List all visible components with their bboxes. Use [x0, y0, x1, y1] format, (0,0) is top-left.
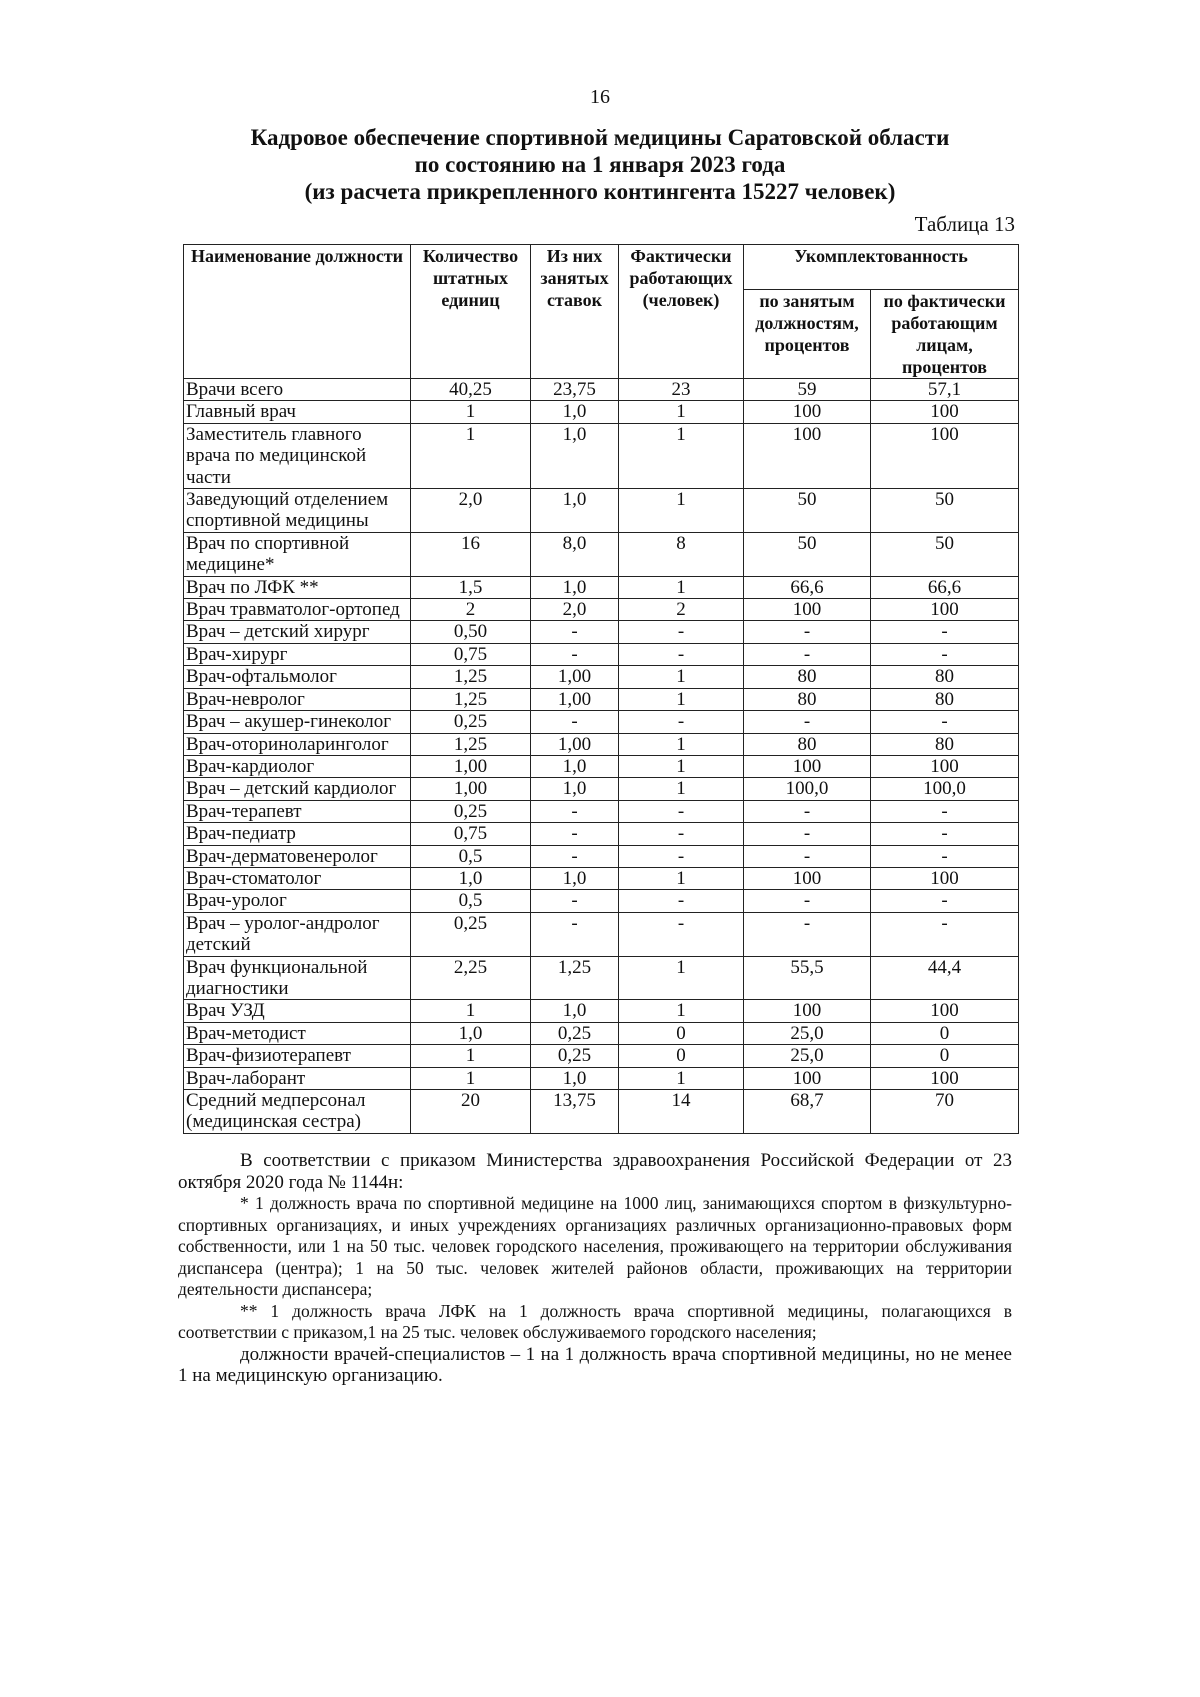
table-row — [184, 379, 1019, 401]
staff-units-cell: 1,00 — [411, 755, 531, 777]
staff-units-cell: 0,25 — [411, 711, 531, 733]
actual-workers-cell: - — [619, 800, 744, 822]
header-occupied: Из них занятых ставок — [531, 245, 619, 379]
staffing-by-occupied-cell: 100 — [744, 1000, 871, 1022]
position-name-cell: Заведующий отделением спортивной медицины — [184, 489, 411, 533]
table-row — [184, 1090, 1019, 1134]
occupied-rates-cell: 1,0 — [531, 755, 619, 777]
staffing-by-occupied-cell: - — [744, 711, 871, 733]
staff-units-cell: 1,0 — [411, 867, 531, 889]
occupied-rates-cell: 2,0 — [531, 599, 619, 621]
table-row — [184, 532, 1019, 576]
staffing-by-actual-cell: - — [871, 800, 1019, 822]
staffing-by-occupied-cell: 100 — [744, 401, 871, 423]
actual-workers-cell: 1 — [619, 733, 744, 755]
occupied-rates-cell: 1,0 — [531, 423, 619, 488]
staffing-by-occupied-cell: 100 — [744, 755, 871, 777]
position-name-cell: Врач-методист — [184, 1022, 411, 1044]
note-sport-medicine: * 1 должность врача по спортивной медицине на 1000 лиц, занимающихся спортом в физкультурно-спортивных организациях, и иных учреждениях организациях различных организационно-правовых форм собственности, или 1 на 50 тыс. человек городского населения, проживающего на территории обслуживания диспансера (центра); 1 на 50 тыс. человек жителей районов области, проживающих на территории деятельности диспансера; — [178, 1193, 1012, 1299]
occupied-rates-cell: 1,00 — [531, 666, 619, 688]
actual-workers-cell: - — [619, 845, 744, 867]
staffing-table — [183, 244, 1019, 1134]
staffing-by-actual-cell: - — [871, 621, 1019, 643]
note-lfk: ** 1 должность врача ЛФК на 1 должность врача спортивной медицины, полагающихся в соответствии с приказом,1 на 25 тыс. человек обслуживаемого городского населения; — [178, 1300, 1012, 1342]
table-row — [184, 1022, 1019, 1044]
staffing-by-actual-cell: 100 — [871, 1000, 1019, 1022]
position-name-cell: Врач – акушер-гинеколог — [184, 711, 411, 733]
staffing-by-actual-cell: 80 — [871, 688, 1019, 710]
table-row — [184, 755, 1019, 777]
staffing-by-occupied-cell: 100 — [744, 1067, 871, 1089]
table-row — [184, 778, 1019, 800]
staff-units-cell: 0,5 — [411, 890, 531, 912]
actual-workers-cell: - — [619, 621, 744, 643]
table-row — [184, 867, 1019, 889]
staffing-by-actual-cell: - — [871, 845, 1019, 867]
position-name-cell: Врач-терапевт — [184, 800, 411, 822]
position-name-cell: Врач – уролог-андролог детский — [184, 912, 411, 956]
staffing-by-actual-cell: - — [871, 823, 1019, 845]
staffing-by-occupied-cell: - — [744, 845, 871, 867]
staffing-by-actual-cell: 100 — [871, 867, 1019, 889]
staffing-by-actual-cell: 100,0 — [871, 778, 1019, 800]
table-row — [184, 1045, 1019, 1067]
staffing-by-occupied-cell: 25,0 — [744, 1022, 871, 1044]
actual-workers-cell: 1 — [619, 867, 744, 889]
staffing-by-occupied-cell: 80 — [744, 733, 871, 755]
staffing-by-actual-cell: - — [871, 890, 1019, 912]
staff-units-cell: 1 — [411, 1000, 531, 1022]
occupied-rates-cell: 1,0 — [531, 867, 619, 889]
table-row — [184, 401, 1019, 423]
staff-units-cell: 1,0 — [411, 1022, 531, 1044]
staffing-by-actual-cell: 100 — [871, 1067, 1019, 1089]
staffing-by-actual-cell: 50 — [871, 489, 1019, 533]
staff-units-cell: 1 — [411, 401, 531, 423]
staffing-by-occupied-cell: 100 — [744, 423, 871, 488]
table-row — [184, 688, 1019, 710]
actual-workers-cell: 0 — [619, 1045, 744, 1067]
staffing-by-occupied-cell: 50 — [744, 489, 871, 533]
table-row — [184, 890, 1019, 912]
table-row — [184, 666, 1019, 688]
staffing-by-occupied-cell: - — [744, 621, 871, 643]
header-actual: Фактически работающих (человек) — [619, 245, 744, 379]
staff-units-cell: 0,75 — [411, 823, 531, 845]
occupied-rates-cell: - — [531, 621, 619, 643]
staffing-by-occupied-cell: - — [744, 823, 871, 845]
position-name-cell: Врач-невролог — [184, 688, 411, 710]
actual-workers-cell: - — [619, 890, 744, 912]
staff-units-cell: 2 — [411, 599, 531, 621]
title-line: по состоянию на 1 января 2023 года — [414, 152, 786, 177]
staff-units-cell: 0,5 — [411, 845, 531, 867]
staffing-by-actual-cell: 50 — [871, 532, 1019, 576]
staffing-by-actual-cell: 100 — [871, 423, 1019, 488]
staff-units-cell: 20 — [411, 1090, 531, 1134]
staff-units-cell: 1 — [411, 1045, 531, 1067]
table-row — [184, 800, 1019, 822]
table-row — [184, 621, 1019, 643]
staff-units-cell: 1,25 — [411, 666, 531, 688]
actual-workers-cell: 0 — [619, 1022, 744, 1044]
staff-units-cell: 0,25 — [411, 800, 531, 822]
occupied-rates-cell: 1,0 — [531, 489, 619, 533]
note-intro: В соответствии с приказом Министерства здравоохранения Российской Федерации от 23 октября 2020 года № 1144н: — [178, 1150, 1012, 1193]
table-row — [184, 912, 1019, 956]
document-title — [180, 124, 1020, 205]
staffing-by-occupied-cell: 100,0 — [744, 778, 871, 800]
staff-units-cell: 2,0 — [411, 489, 531, 533]
occupied-rates-cell: - — [531, 823, 619, 845]
page-number: 16 — [590, 86, 610, 108]
actual-workers-cell: 2 — [619, 599, 744, 621]
staffing-by-occupied-cell: - — [744, 912, 871, 956]
header-by-actual: по фактически работающим лицам, процентов — [871, 290, 1019, 379]
position-name-cell: Врач-физиотерапевт — [184, 1045, 411, 1067]
staff-units-cell: 1 — [411, 1067, 531, 1089]
staffing-by-occupied-cell: - — [744, 643, 871, 665]
staffing-by-actual-cell: 100 — [871, 599, 1019, 621]
staffing-by-actual-cell: - — [871, 912, 1019, 956]
staff-units-cell: 16 — [411, 532, 531, 576]
actual-workers-cell: 1 — [619, 666, 744, 688]
actual-workers-cell: - — [619, 643, 744, 665]
actual-workers-cell: 1 — [619, 401, 744, 423]
staffing-by-occupied-cell: - — [744, 800, 871, 822]
table-row — [184, 956, 1019, 1000]
staffing-by-occupied-cell: 68,7 — [744, 1090, 871, 1134]
occupied-rates-cell: 1,0 — [531, 401, 619, 423]
actual-workers-cell: 23 — [619, 379, 744, 401]
actual-workers-cell: 1 — [619, 778, 744, 800]
note-specialists: должности врачей-специалистов – 1 на 1 должность врача спортивной медицины, но не менее 1 на медицинскую организацию. — [178, 1343, 1012, 1386]
staffing-by-occupied-cell: 25,0 — [744, 1045, 871, 1067]
occupied-rates-cell: 1,00 — [531, 733, 619, 755]
staffing-by-actual-cell: 80 — [871, 666, 1019, 688]
staff-units-cell: 40,25 — [411, 379, 531, 401]
table-row — [184, 1067, 1019, 1089]
occupied-rates-cell: 1,0 — [531, 576, 619, 598]
actual-workers-cell: 8 — [619, 532, 744, 576]
position-name-cell: Врачи всего — [184, 379, 411, 401]
actual-workers-cell: - — [619, 912, 744, 956]
position-name-cell: Врач по спортивной медицине* — [184, 532, 411, 576]
actual-workers-cell: 1 — [619, 688, 744, 710]
occupied-rates-cell: 13,75 — [531, 1090, 619, 1134]
position-name-cell: Врач-кардиолог — [184, 755, 411, 777]
table-row — [184, 489, 1019, 533]
title-line: (из расчета прикрепленного контингента 15227 человек) — [304, 179, 896, 204]
occupied-rates-cell: 1,0 — [531, 1067, 619, 1089]
staffing-by-actual-cell: 44,4 — [871, 956, 1019, 1000]
actual-workers-cell: 1 — [619, 755, 744, 777]
staffing-by-occupied-cell: 55,5 — [744, 956, 871, 1000]
occupied-rates-cell: - — [531, 643, 619, 665]
table-row — [184, 643, 1019, 665]
staffing-by-occupied-cell: 59 — [744, 379, 871, 401]
table-row — [184, 599, 1019, 621]
position-name-cell: Врач-хирург — [184, 643, 411, 665]
position-name-cell: Врач-оториноларинголог — [184, 733, 411, 755]
staffing-by-actual-cell: 100 — [871, 401, 1019, 423]
position-name-cell: Врач по ЛФК ** — [184, 576, 411, 598]
actual-workers-cell: 1 — [619, 956, 744, 1000]
staff-units-cell: 0,25 — [411, 912, 531, 956]
position-name-cell: Врач функциональной диагностики — [184, 956, 411, 1000]
position-name-cell: Врач-педиатр — [184, 823, 411, 845]
actual-workers-cell: 1 — [619, 489, 744, 533]
position-name-cell: Главный врач — [184, 401, 411, 423]
staff-units-cell: 1,25 — [411, 688, 531, 710]
staffing-by-actual-cell: - — [871, 643, 1019, 665]
staff-units-cell: 1,5 — [411, 576, 531, 598]
staffing-by-occupied-cell: 50 — [744, 532, 871, 576]
occupied-rates-cell: 1,25 — [531, 956, 619, 1000]
title-line: Кадровое обеспечение спортивной медицины Саратовской области — [250, 125, 950, 150]
actual-workers-cell: 1 — [619, 1067, 744, 1089]
staffing-by-occupied-cell: 100 — [744, 599, 871, 621]
occupied-rates-cell: 23,75 — [531, 379, 619, 401]
table-row — [184, 845, 1019, 867]
occupied-rates-cell: - — [531, 800, 619, 822]
occupied-rates-cell: 1,00 — [531, 688, 619, 710]
table-label: Таблица 13 — [914, 212, 1015, 236]
occupied-rates-cell: - — [531, 711, 619, 733]
position-name-cell: Врач-дерматовенеролог — [184, 845, 411, 867]
table-row — [184, 576, 1019, 598]
occupied-rates-cell: - — [531, 845, 619, 867]
occupied-rates-cell: - — [531, 890, 619, 912]
occupied-rates-cell: 8,0 — [531, 532, 619, 576]
header-name: Наименование должности — [184, 245, 411, 379]
staffing-by-actual-cell: 80 — [871, 733, 1019, 755]
actual-workers-cell: 1 — [619, 576, 744, 598]
actual-workers-cell: - — [619, 823, 744, 845]
actual-workers-cell: 1 — [619, 1000, 744, 1022]
actual-workers-cell: 14 — [619, 1090, 744, 1134]
position-name-cell: Врач травматолог-ортопед — [184, 599, 411, 621]
staffing-by-actual-cell: - — [871, 711, 1019, 733]
position-name-cell: Врач – детский хирург — [184, 621, 411, 643]
position-name-cell: Заместитель главного врача по медицинской части — [184, 423, 411, 488]
staffing-by-actual-cell: 57,1 — [871, 379, 1019, 401]
staff-units-cell: 1 — [411, 423, 531, 488]
staffing-by-actual-cell: 66,6 — [871, 576, 1019, 598]
position-name-cell: Врач УЗД — [184, 1000, 411, 1022]
staffing-by-actual-cell: 0 — [871, 1022, 1019, 1044]
staff-units-cell: 1,00 — [411, 778, 531, 800]
position-name-cell: Врач – детский кардиолог — [184, 778, 411, 800]
header-staff-units: Количество штатных единиц — [411, 245, 531, 379]
table-row — [184, 711, 1019, 733]
occupied-rates-cell: - — [531, 912, 619, 956]
table-row — [184, 823, 1019, 845]
table-row — [184, 733, 1019, 755]
staff-units-cell: 2,25 — [411, 956, 531, 1000]
staffing-by-actual-cell: 100 — [871, 755, 1019, 777]
staffing-by-occupied-cell: 66,6 — [744, 576, 871, 598]
staff-units-cell: 0,50 — [411, 621, 531, 643]
actual-workers-cell: - — [619, 711, 744, 733]
staffing-by-actual-cell: 70 — [871, 1090, 1019, 1134]
table-row — [184, 1000, 1019, 1022]
staffing-by-actual-cell: 0 — [871, 1045, 1019, 1067]
position-name-cell: Врач-стоматолог — [184, 867, 411, 889]
occupied-rates-cell: 0,25 — [531, 1045, 619, 1067]
position-name-cell: Средний медперсонал (медицинская сестра) — [184, 1090, 411, 1134]
position-name-cell: Врач-лаборант — [184, 1067, 411, 1089]
staff-units-cell: 0,75 — [411, 643, 531, 665]
table-row — [184, 423, 1019, 488]
staffing-by-occupied-cell: 100 — [744, 867, 871, 889]
staffing-by-occupied-cell: 80 — [744, 688, 871, 710]
header-by-occupied: по занятым должностям, процентов — [744, 290, 871, 379]
position-name-cell: Врач-офтальмолог — [184, 666, 411, 688]
staffing-by-occupied-cell: - — [744, 890, 871, 912]
occupied-rates-cell: 1,0 — [531, 778, 619, 800]
header-staffing: Укомплектованность — [744, 245, 1019, 290]
footnotes — [178, 1150, 1012, 1387]
staffing-by-occupied-cell: 80 — [744, 666, 871, 688]
staff-units-cell: 1,25 — [411, 733, 531, 755]
actual-workers-cell: 1 — [619, 423, 744, 488]
occupied-rates-cell: 1,0 — [531, 1000, 619, 1022]
occupied-rates-cell: 0,25 — [531, 1022, 619, 1044]
position-name-cell: Врач-уролог — [184, 890, 411, 912]
